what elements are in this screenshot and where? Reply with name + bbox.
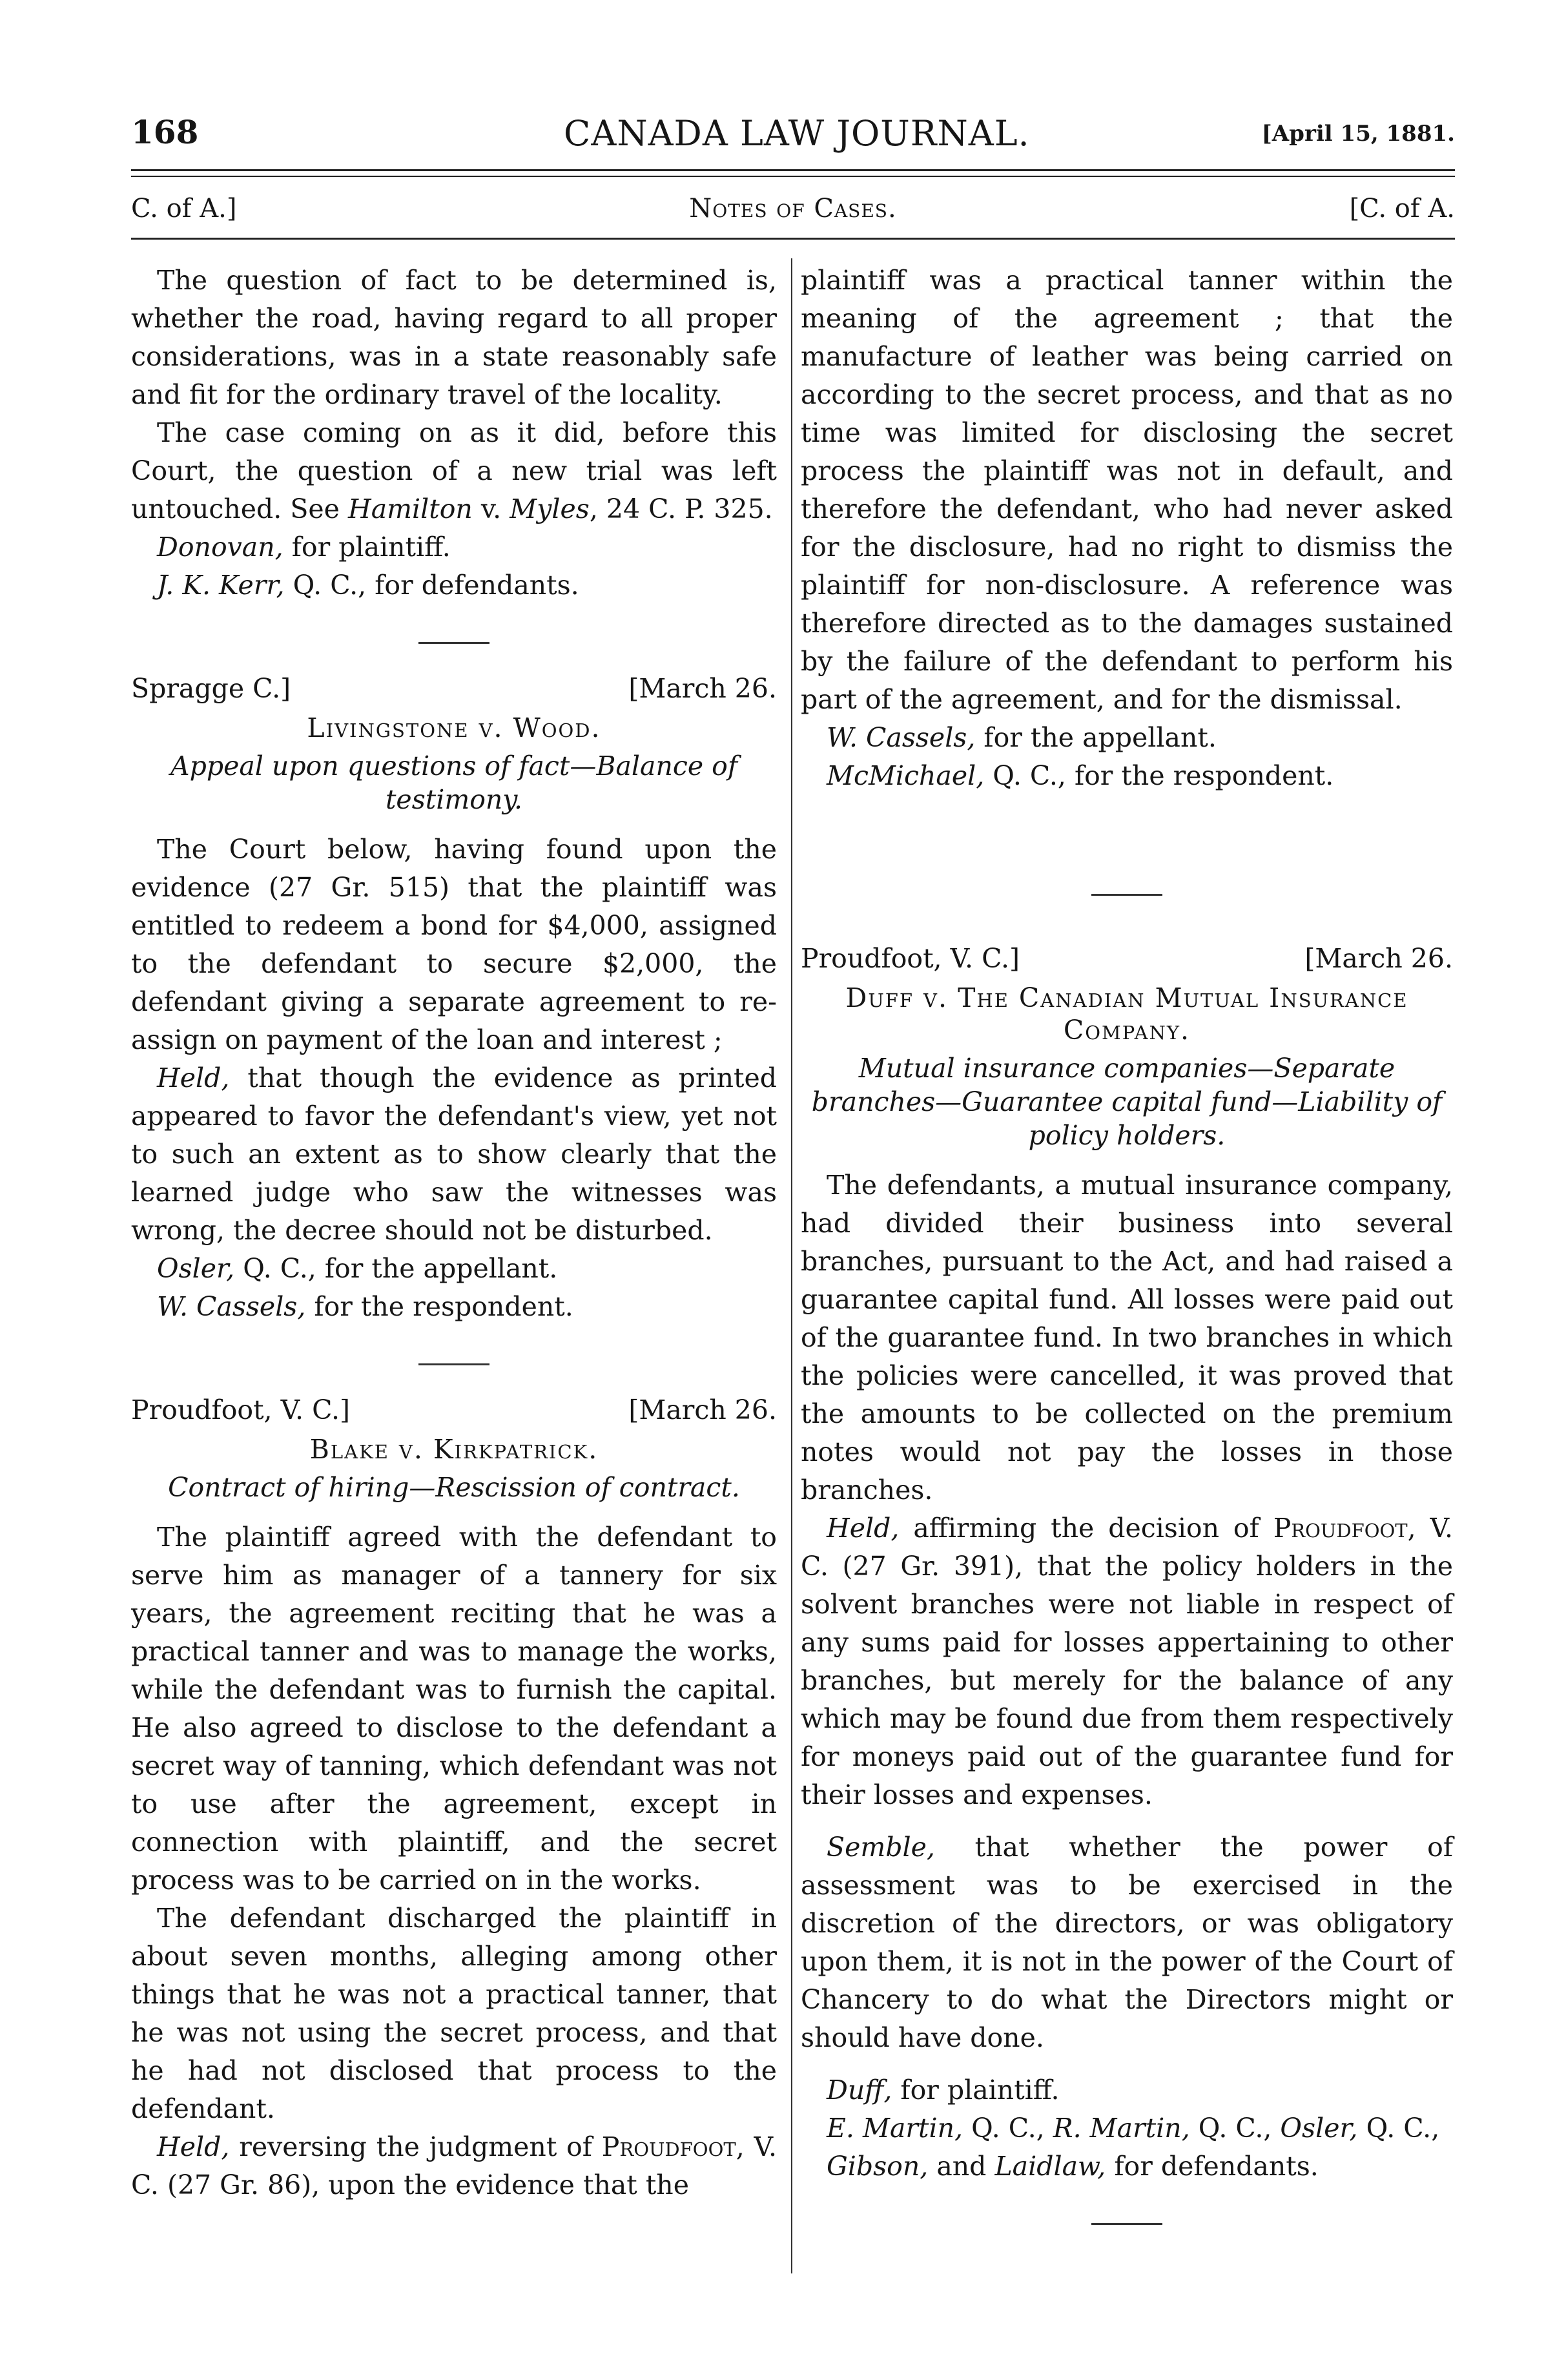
section-court-right: [C. of A. (1349, 194, 1455, 223)
counsel-line: Osler, Q. C., for the appellant. (157, 1253, 558, 1284)
case-separator (1091, 894, 1162, 896)
case-date: [March 26. (1304, 943, 1453, 974)
case-separator (1091, 2223, 1162, 2225)
section-head (131, 194, 1455, 233)
paragraph: The Court below, having found upon the evidence (27 Gr. 515) that the plaintiff was entitled to redeem a bond for $4,000, assigned to the defendant to secure $2,000, the defendant giving a separate agreement to re-assign on payment of the loan and interest ; (131, 834, 777, 1055)
counsel-line: E. Martin, Q. C., R. Martin, Q. C., Osler, Q. C., Gibson, and Laidlaw, for defendants. (827, 2113, 1440, 2182)
case-separator (418, 1363, 489, 1365)
case-judge-line (131, 670, 777, 708)
case-separator (418, 642, 489, 644)
counsel-line: McMichael, Q. C., for the respondent. (827, 760, 1334, 791)
paragraph: The case coming on as it did, before this Court, the question of a new trial was left untouched. See Hamilton v. Myles, 24 C. P. 325. (131, 417, 777, 524)
paragraph: plaintiff was a practical tanner within the meaning of the agreement ; that the manufacture of leather was being carried on according to the secret process, and that as no time was limited for disclosing the secret process the plaintiff was not in default, and therefore the defendant, who had never asked for the disclosure, had no right to dismiss the plaintiff for non-disclosure. A reference was therefore directed as to the damages sustained by the failure of the defendant to perform his part of the agreement, and for the dismissal. (801, 265, 1453, 715)
counsel-line: Donovan, for plaintiff. (157, 532, 451, 563)
case-judge: Proudfoot, V. C.] (801, 943, 1020, 974)
case-judge: Proudfoot, V. C.] (131, 1394, 351, 1425)
paragraph: Held, affirming the decision of Proudfoot, V. C. (27 Gr. 391), that the policy holders in the solvent branches were not liable in respect of any sums paid for losses appertaining to other branches, but merely for the balance of any which may be found due from them respectively for moneys paid out of the guarantee fund for their losses and expenses. (801, 1513, 1454, 1810)
case-date: [March 26. (628, 673, 777, 704)
issue-date: [April 15, 1881. (1261, 121, 1455, 147)
journal-title: CANADA LAW JOURNAL. (564, 113, 1030, 154)
counsel-line: J. K. Kerr, Q. C., for defendants. (157, 570, 579, 601)
right-column (801, 262, 1453, 2251)
header-rule-bottom (131, 176, 1455, 177)
paragraph: The plaintiff agreed with the defendant to serve him as manager of a tannery for six years, the agreement reciting that he was a practical tanner and was to manage the works, while the defendant was to furnish the capital. He also agreed to disclose to the defendant a secret way of tanning, which defendant was not to use after the agreement, except in connection with plaintiff, and the secret process was to be carried on in the works. (131, 1522, 777, 1896)
case-judge: Spragge C.] (131, 673, 291, 704)
paragraph: Semble, that whether the power of assessment was to be exercised in the discretion of the directors, or was obligatory upon them, it is not in the power of the Court of Chancery to do what the Directors might or should have done. (801, 1832, 1453, 2053)
case-date: [March 26. (628, 1394, 777, 1425)
paragraph: The defendants, a mutual insurance company, had divided their business into several branches, pursuant to the Act, and had raised a guarantee capital fund. All losses were paid out of the guarantee fund. In two branches in which the policies were cancelled, it was proved that the amounts to be collected on the premium notes would not pay the losses in those branches. (801, 1170, 1453, 1506)
case-title: Blake v. Kirkpatrick. (309, 1434, 599, 1465)
case-headnote: Contract of hiring—Rescission of contract. (168, 1472, 740, 1503)
column-divider (791, 258, 792, 2273)
counsel-line: W. Cassels, for the appellant. (827, 722, 1217, 753)
counsel-line: Duff, for plaintiff. (827, 2075, 1060, 2106)
paragraph: The question of fact to be determined is, whether the road, having regard to all proper considerations, was in a state reasonably safe and fit for the ordinary travel of the locality. (131, 265, 777, 410)
running-head (131, 113, 1455, 158)
case-title: Duff v. The Canadian Mutual Insurance Company. (845, 982, 1408, 1046)
section-rule (131, 238, 1455, 240)
page-number: 168 (131, 113, 199, 151)
case-headnote: Mutual insurance companies—Separate branches—Guarantee capital fund—Liability of policy holders. (811, 1053, 1443, 1151)
counsel-line: W. Cassels, for the respondent. (157, 1291, 573, 1322)
case-judge-line (801, 940, 1453, 978)
header-rule-top (131, 169, 1455, 171)
left-column (131, 262, 777, 2204)
paragraph: The defendant discharged the plaintiff in about seven months, alleging among other things that he was not a practical tanner, that he was not using the secret process, and that he had not disclosed that process to the defendant. (131, 1903, 777, 2124)
section-title: Notes of Cases. (689, 194, 897, 223)
section-court-left: C. of A.] (131, 194, 237, 223)
paragraph: Held, that though the evidence as printed appeared to favor the defendant's view, yet not to such an extent as to show clearly that the learned judge who saw the witnesses was wrong, the decree should not be disturbed. (131, 1062, 777, 1246)
paragraph: Held, reversing the judgment of Proudfoot, V. C. (27 Gr. 86), upon the evidence that the (131, 2131, 777, 2200)
case-headnote: Appeal upon questions of fact—Balance of testimony. (170, 750, 738, 815)
case-title: Livingstone v. Wood. (307, 712, 601, 743)
case-judge-line (131, 1391, 777, 1429)
